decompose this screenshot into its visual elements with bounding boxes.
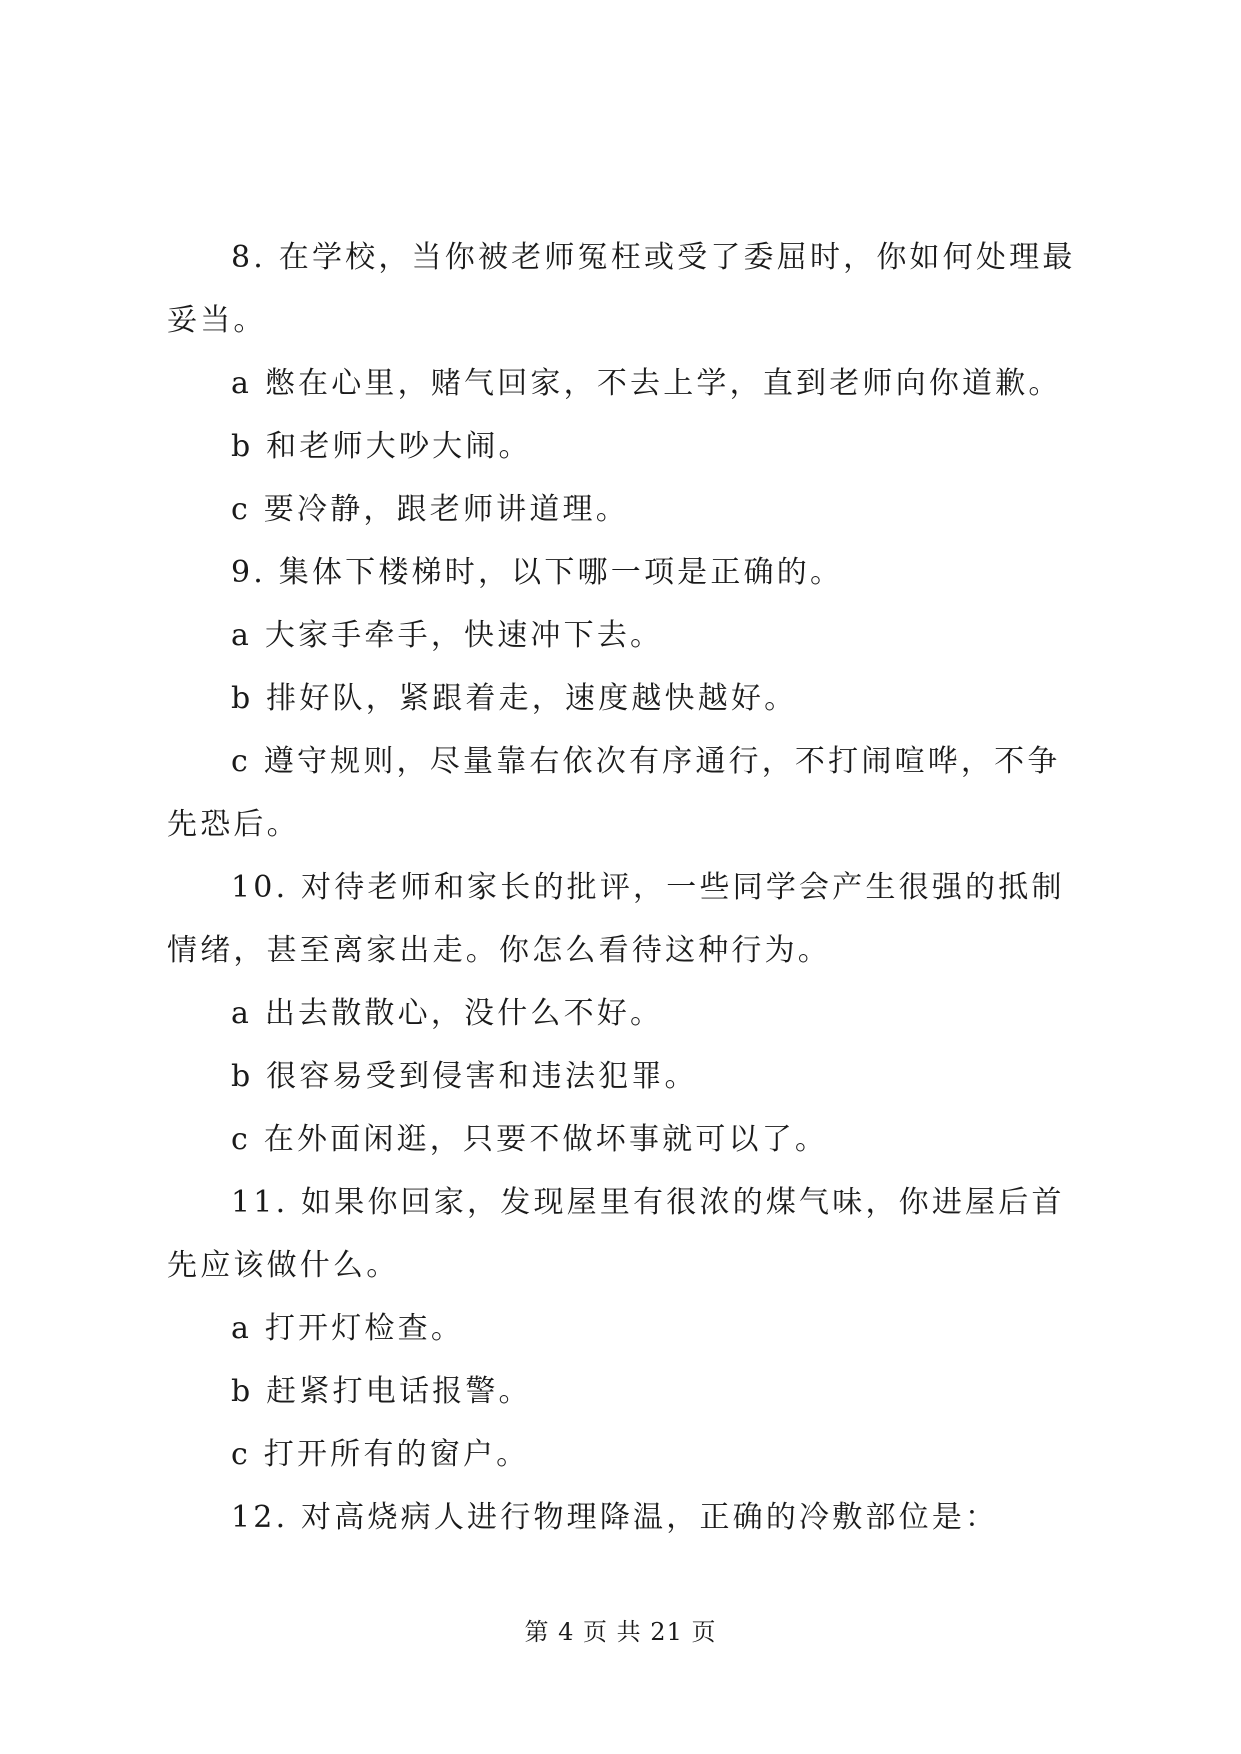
- option-10c: c 在外面闲逛，只要不做坏事就可以了。: [231, 1122, 829, 1157]
- question-10: 10. 对待老师和家长的批评，一些同学会产生很强的抵制情绪，甚至离家出走。你怎么看待这种行为。: [167, 870, 1065, 968]
- option-10b: b 很容易受到侵害和违法犯罪。: [231, 1059, 698, 1094]
- question-11: 11. 如果你回家，发现屋里有很浓的煤气味，你进屋后首先应该做什么。: [167, 1185, 1065, 1283]
- option-8c: c 要冷静，跟老师讲道理。: [231, 492, 629, 527]
- option-11b: b 赶紧打电话报警。: [231, 1374, 532, 1409]
- option-11a: a 打开灯检查。: [231, 1311, 465, 1346]
- option-8b: b 和老师大吵大闹。: [231, 429, 532, 464]
- page-footer: 第 4 页 共 21 页: [524, 1618, 717, 1646]
- document-body: [167, 226, 1084, 1549]
- option-11c: c 打开所有的窗户。: [231, 1437, 530, 1472]
- option-9a: a 大家手牵手，快速冲下去。: [231, 618, 664, 653]
- option-10a: a 出去散散心，没什么不好。: [231, 996, 664, 1031]
- question-12: 12. 对高烧病人进行物理降温，正确的冷敷部位是：: [231, 1500, 999, 1535]
- option-9b: b 排好队，紧跟着走，速度越快越好。: [231, 681, 798, 716]
- question-8: 8. 在学校，当你被老师冤枉或受了委屈时，你如何处理最妥当。: [167, 240, 1076, 338]
- option-9c: c 遵守规则，尽量靠右依次有序通行，不打闹喧哗，不争先恐后。: [167, 744, 1061, 842]
- option-8a: a 憋在心里，赌气回家，不去上学，直到老师向你道歉。: [231, 366, 1062, 401]
- question-9: 9. 集体下楼梯时，以下哪一项是正确的。: [231, 555, 844, 590]
